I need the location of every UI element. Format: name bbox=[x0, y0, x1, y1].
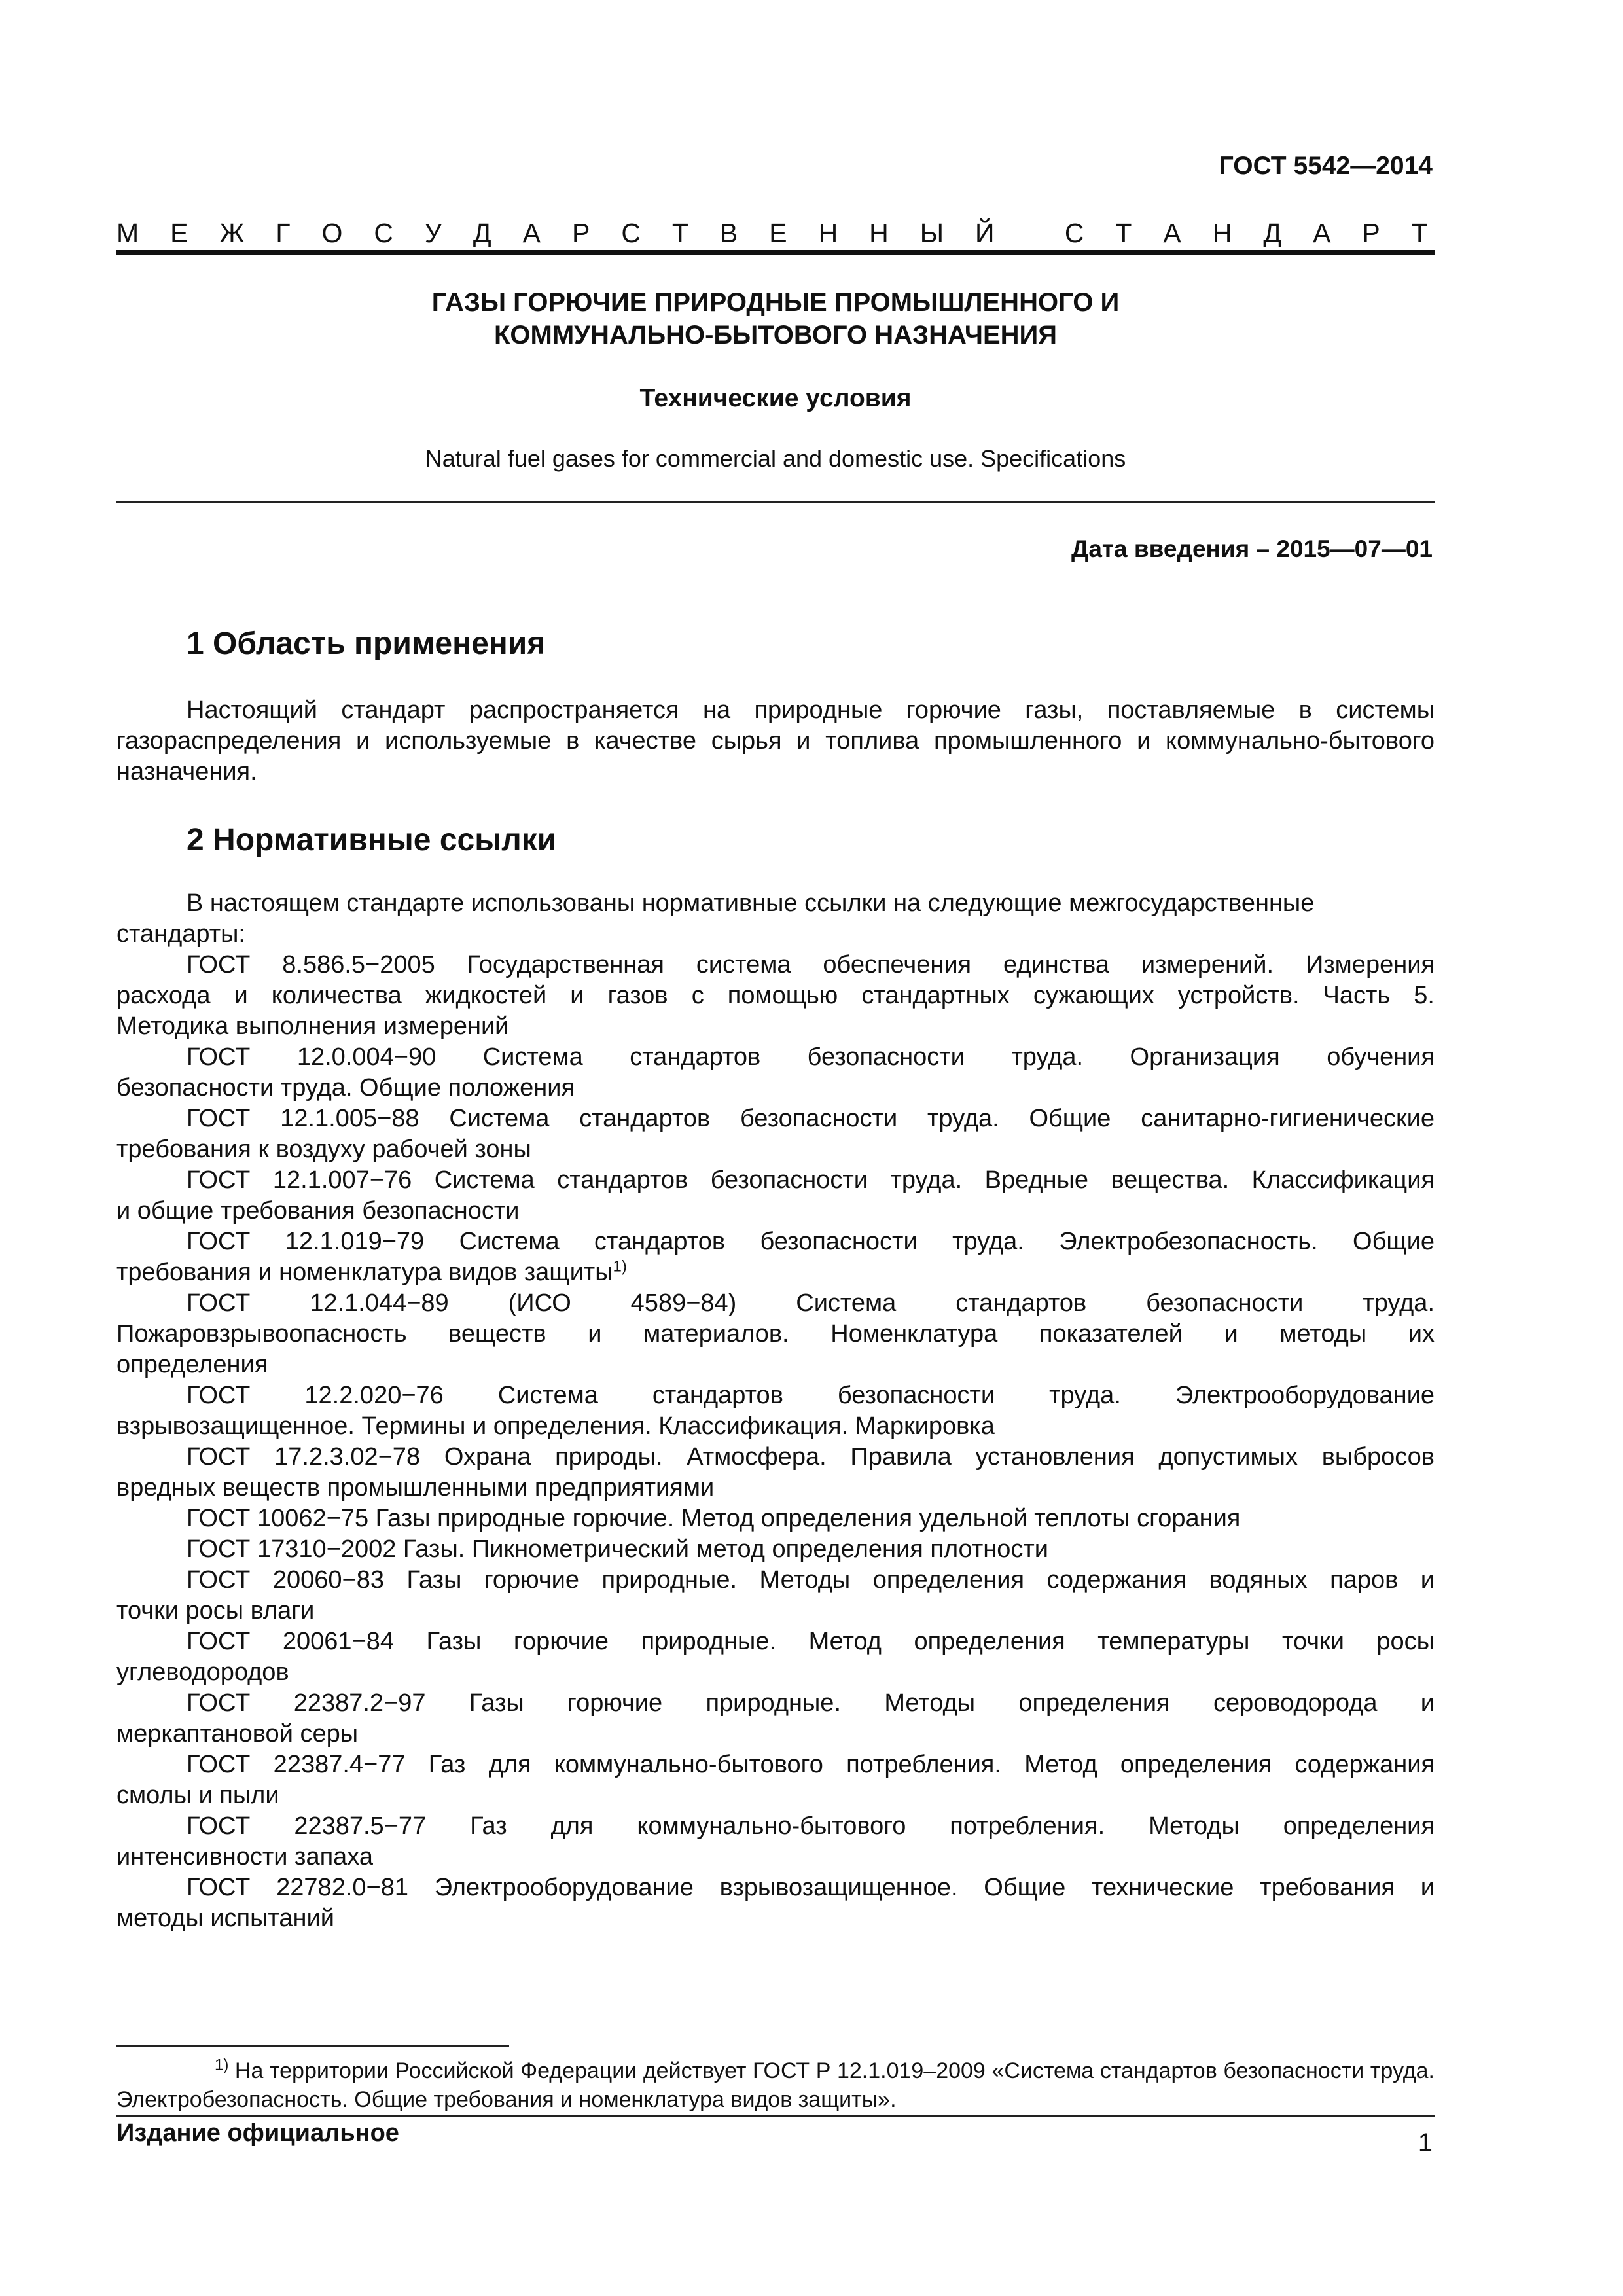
banner-letter: Д bbox=[1263, 218, 1282, 248]
introduction-date: Дата введения – 2015—07—01 bbox=[1071, 535, 1433, 562]
banner-letter: Р bbox=[572, 218, 590, 248]
banner-letter: Е bbox=[170, 218, 188, 248]
reference-line bbox=[116, 1411, 1435, 1442]
reference-line bbox=[116, 1473, 1435, 1503]
reference-line bbox=[116, 1534, 1505, 1565]
reference-text: Методика выполнения измерений bbox=[116, 1013, 509, 1040]
reference-text: Пожаровзрывоопасность веществ и материалов. Номенклатура показателей и методы их bbox=[116, 1320, 1435, 1348]
reference-line bbox=[116, 1903, 1435, 1934]
reference-line bbox=[116, 1257, 1435, 1288]
reference-line bbox=[116, 1042, 1435, 1073]
reference-line bbox=[116, 1657, 1435, 1688]
banner-letter: С bbox=[374, 218, 393, 248]
reference-line bbox=[116, 1842, 1435, 1873]
edition-label: Издание официальное bbox=[116, 2119, 399, 2147]
reference-line bbox=[116, 1319, 1435, 1350]
reference-text: стандарты: bbox=[116, 920, 245, 948]
reference-line bbox=[116, 1503, 1505, 1534]
english-title: Natural fuel gases for commercial and domestic use. Specifications bbox=[425, 445, 1126, 472]
reference-text: взрывозащищенное. Термины и определения. Классификация. Маркировка bbox=[116, 1412, 995, 1440]
reference-line bbox=[116, 1688, 1435, 1719]
reference-text: и общие требования безопасности bbox=[116, 1197, 520, 1225]
banner-letter: Т bbox=[1411, 218, 1428, 248]
reference-line bbox=[116, 1719, 1435, 1749]
banner-letter: А bbox=[522, 218, 541, 248]
reference-text: точки росы влаги bbox=[116, 1597, 315, 1624]
reference-line bbox=[116, 1350, 1435, 1380]
reference-text: методы испытаний bbox=[116, 1905, 334, 1932]
banner-letter: Н bbox=[818, 218, 838, 248]
reference-line bbox=[116, 980, 1435, 1011]
banner-letter: М bbox=[116, 218, 139, 248]
footnote-rule bbox=[116, 2045, 509, 2047]
reference-line bbox=[116, 1227, 1435, 1257]
title-line-2: КОММУНАЛЬНО-БЫТОВОГО НАЗНАЧЕНИЯ bbox=[493, 321, 1058, 350]
reference-text: расхода и количества жидкостей и газов с помощью стандартных сужающих устройств. Часть 5. bbox=[116, 982, 1435, 1009]
banner-letter: Е bbox=[769, 218, 787, 248]
banner-letter: В bbox=[719, 218, 738, 248]
reference-text: требования и номенклатура видов защиты bbox=[116, 1259, 613, 1286]
banner-letter: У bbox=[424, 218, 442, 248]
reference-text: вредных веществ промышленными предприятиями bbox=[116, 1474, 715, 1501]
footer-rule bbox=[116, 2115, 1435, 2117]
reference-text: ГОСТ 10062−75 Газы природные горючие. Метод определения удельной теплоты сгорания bbox=[187, 1505, 1241, 1532]
footnote-text: На территории Российской Федерации действует ГОСТ Р 12.1.019–2009 «Система стандартов безопасности труда. Электробезопасность. Общие требования и номенклатура видов защиты». bbox=[116, 2058, 1435, 2112]
subtitle: Технические условия bbox=[639, 384, 912, 412]
reference-line bbox=[116, 1380, 1435, 1411]
banner-letter: Н bbox=[869, 218, 889, 248]
banner-letter: С bbox=[621, 218, 641, 248]
footnote-mark: 1) bbox=[215, 2056, 229, 2074]
reference-text: ГОСТ 12.1.007−76 Система стандартов безопасности труда. Вредные вещества. Классификация bbox=[187, 1166, 1435, 1194]
reference-text: ГОСТ 12.1.005−88 Система стандартов безопасности труда. Общие санитарно-гигиенические bbox=[187, 1105, 1435, 1132]
banner-letter: Т bbox=[1115, 218, 1132, 248]
reference-text: В настоящем стандарте использованы нормативные ссылки на следующие межгосударственные bbox=[187, 889, 1315, 917]
banner-letter: Ж bbox=[219, 218, 245, 248]
interstate-standard-banner bbox=[116, 218, 1428, 249]
reference-line bbox=[116, 1626, 1435, 1657]
reference-line bbox=[116, 1565, 1435, 1596]
reference-line bbox=[116, 1442, 1435, 1473]
banner-letter: А bbox=[1163, 218, 1181, 248]
reference-line bbox=[116, 1749, 1435, 1780]
reference-text: углеводородов bbox=[116, 1659, 289, 1686]
reference-text: определения bbox=[116, 1351, 268, 1378]
reference-text: ГОСТ 12.0.004−90 Система стандартов безопасности труда. Организация обучения bbox=[187, 1043, 1435, 1071]
reference-text: ГОСТ 8.586.5−2005 Государственная система обеспечения единства измерений. Измерения bbox=[187, 951, 1435, 978]
reference-text: интенсивности запаха bbox=[116, 1843, 374, 1871]
banner-letter: Ы bbox=[919, 218, 944, 248]
banner-letter: А bbox=[1313, 218, 1331, 248]
reference-line bbox=[116, 1596, 1435, 1626]
banner-letter: Т bbox=[671, 218, 688, 248]
banner-letter: Г bbox=[276, 218, 291, 248]
banner-letter: С bbox=[1064, 218, 1084, 248]
reference-text: ГОСТ 12.2.020−76 Система стандартов безопасности труда. Электрооборудование bbox=[187, 1382, 1435, 1409]
reference-text: безопасности труда. Общие положения bbox=[116, 1074, 575, 1102]
reference-text: ГОСТ 22387.2−97 Газы горючие природные. Методы определения сероводорода и bbox=[187, 1689, 1435, 1717]
reference-line bbox=[116, 1811, 1435, 1842]
section-2-heading: 2 Нормативные ссылки bbox=[187, 823, 557, 857]
banner-letter: Н bbox=[1212, 218, 1232, 248]
section-1-heading: 1 Область применения bbox=[187, 626, 546, 661]
reference-line bbox=[116, 1134, 1435, 1165]
reference-line bbox=[116, 1288, 1435, 1319]
banner-gap bbox=[1026, 218, 1033, 249]
reference-text: ГОСТ 22782.0−81 Электрооборудование взрывозащищенное. Общие технические требования и bbox=[187, 1874, 1435, 1901]
reference-line bbox=[116, 1103, 1435, 1134]
header-rule bbox=[116, 250, 1435, 255]
banner-letter: Й bbox=[975, 218, 995, 248]
reference-text: ГОСТ 20060−83 Газы горючие природные. Методы определения содержания водяных паров и bbox=[187, 1566, 1435, 1594]
footnote bbox=[116, 2056, 1435, 2114]
banner-letter: О bbox=[321, 218, 343, 248]
reference-line bbox=[116, 888, 1505, 919]
page-number: 1 bbox=[1418, 2128, 1433, 2157]
reference-text: ГОСТ 22387.4−77 Газ для коммунально-бытового потребления. Метод определения содержания bbox=[187, 1751, 1435, 1778]
section-1-text: Настоящий стандарт распространяется на природные горючие газы, поставляемые в системы газораспределения и используемые в качестве сырья и топлива промышленного и коммунально-бытового назначения. bbox=[116, 696, 1435, 785]
banner-letter: Д bbox=[473, 218, 491, 248]
title-line-1: ГАЗЫ ГОРЮЧИЕ ПРИРОДНЫЕ ПРОМЫШЛЕННОГО И bbox=[431, 288, 1120, 317]
reference-text: смолы и пыли bbox=[116, 1782, 279, 1809]
reference-line bbox=[116, 1011, 1435, 1042]
reference-line bbox=[116, 1165, 1435, 1196]
reference-text: ГОСТ 20061−84 Газы горючие природные. Метод определения температуры точки росы bbox=[187, 1628, 1435, 1655]
reference-text: ГОСТ 17.2.3.02−78 Охрана природы. Атмосфера. Правила установления допустимых выбросов bbox=[187, 1443, 1435, 1471]
reference-text: ГОСТ 12.1.019−79 Система стандартов безопасности труда. Электробезопасность. Общие bbox=[187, 1228, 1435, 1255]
document-code: ГОСТ 5542—2014 bbox=[1219, 152, 1433, 180]
reference-text: ГОСТ 22387.5−77 Газ для коммунально-бытового потребления. Методы определения bbox=[187, 1812, 1435, 1840]
reference-line bbox=[116, 950, 1435, 980]
reference-line bbox=[116, 1073, 1435, 1103]
reference-line bbox=[116, 919, 1435, 950]
reference-line bbox=[116, 1873, 1435, 1903]
footnote-reference-mark: 1) bbox=[613, 1257, 627, 1276]
reference-line bbox=[116, 1780, 1435, 1811]
banner-letter: Р bbox=[1362, 218, 1380, 248]
reference-line bbox=[116, 1196, 1435, 1227]
reference-text: меркаптановой серы bbox=[116, 1720, 359, 1748]
reference-text: ГОСТ 17310−2002 Газы. Пикнометрический метод определения плотности bbox=[187, 1535, 1048, 1563]
reference-text: требования к воздуху рабочей зоны bbox=[116, 1136, 531, 1163]
reference-text: ГОСТ 12.1.044−89 (ИСО 4589−84) Система стандартов безопасности труда. bbox=[187, 1289, 1435, 1317]
title-rule bbox=[116, 501, 1435, 503]
